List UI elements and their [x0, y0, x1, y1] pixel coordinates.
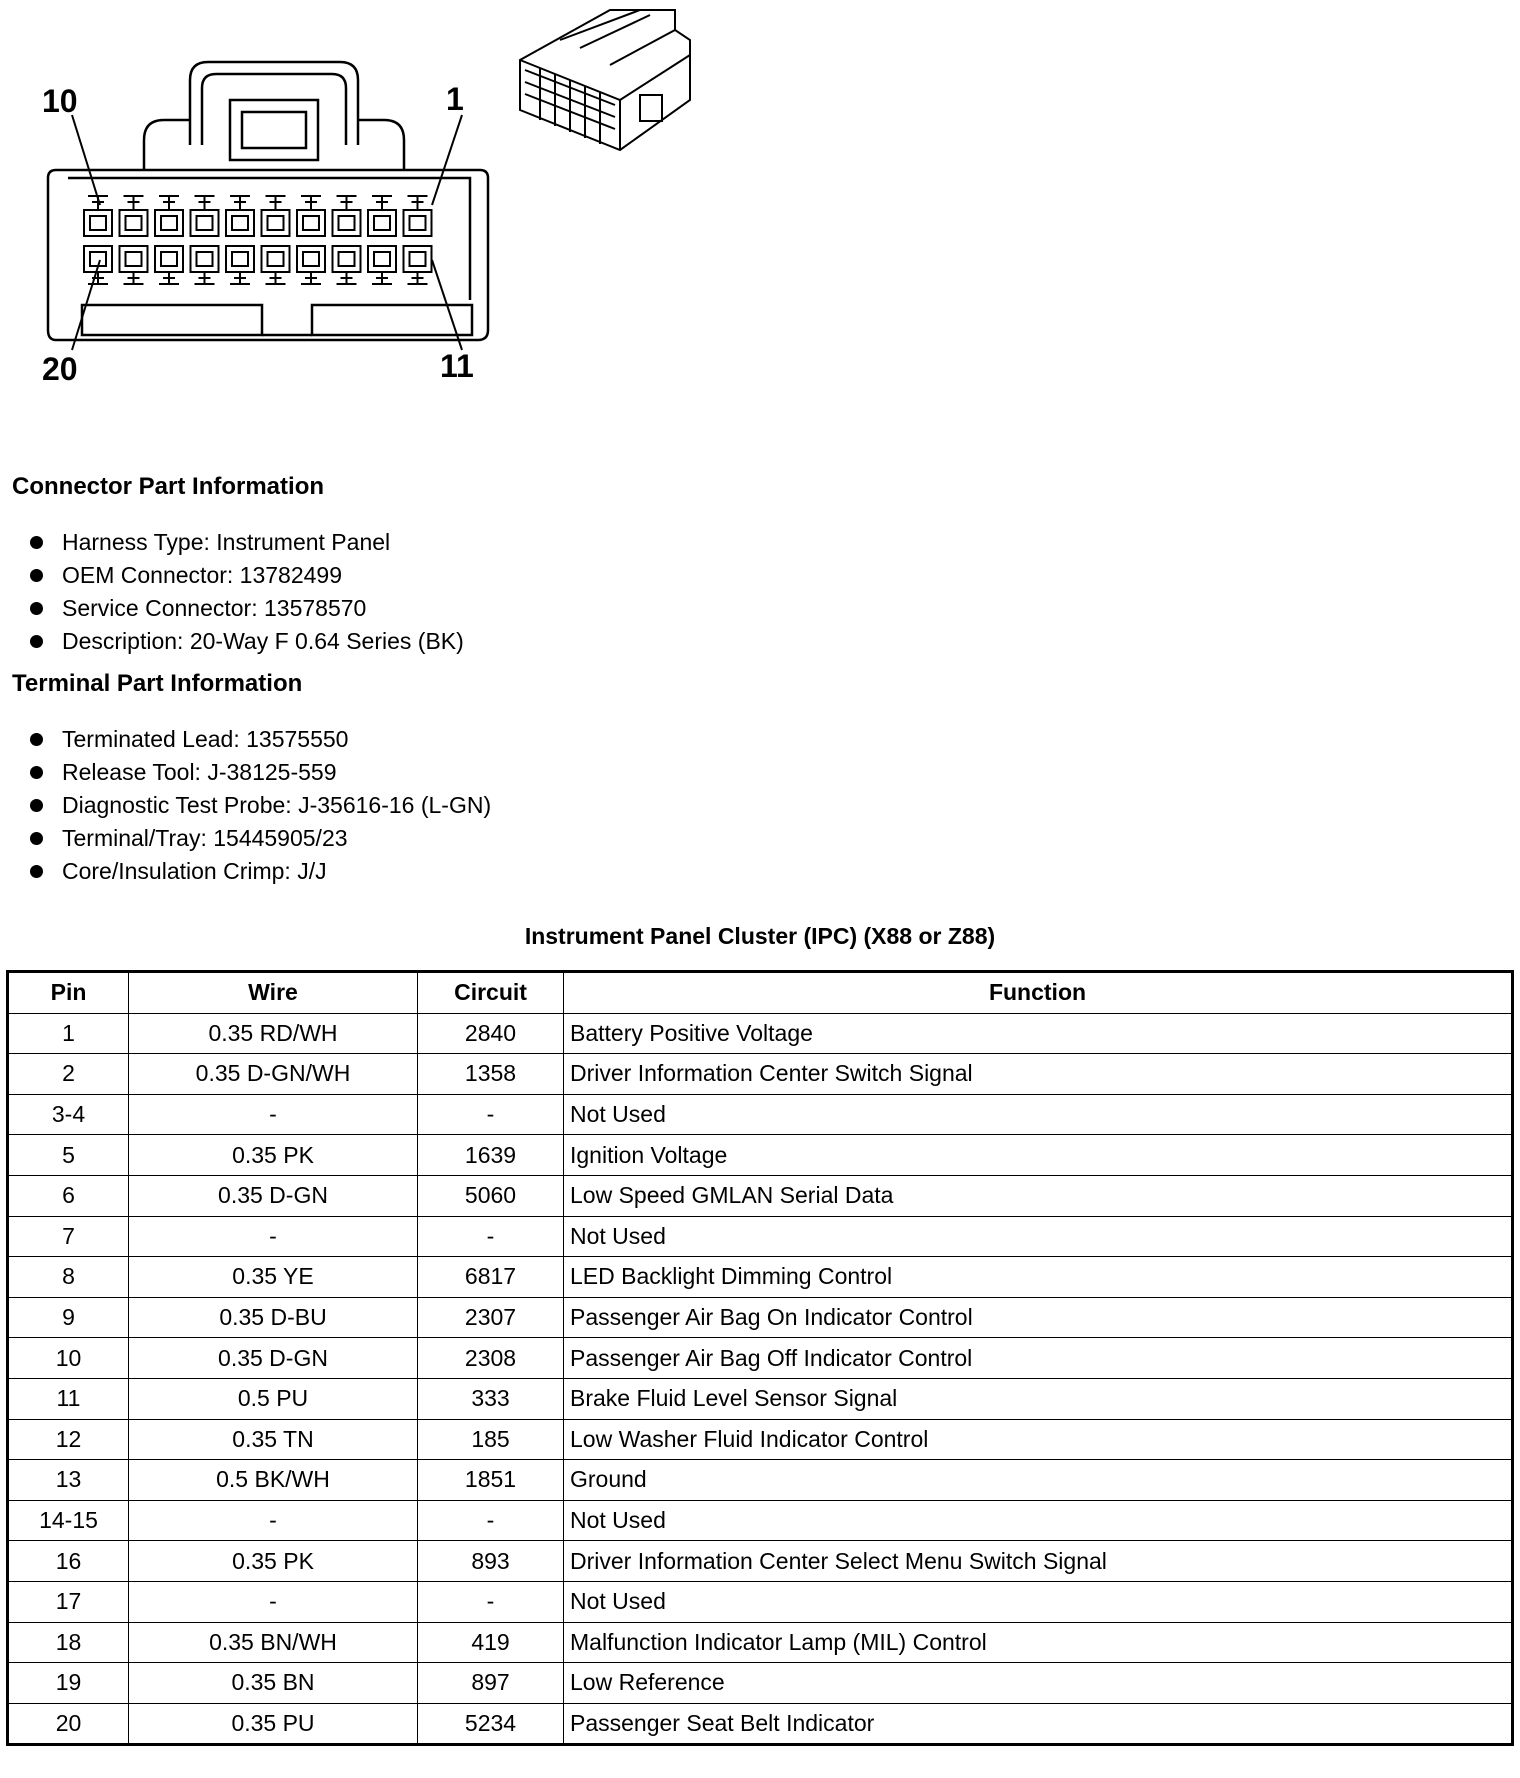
terminal-cavity [84, 210, 112, 236]
terminal-lock-tab [372, 196, 392, 210]
pin-table-header-row [8, 972, 1513, 1014]
pin-cell: 9 [8, 1297, 129, 1338]
terminal-cavity [404, 246, 432, 272]
terminal-cavity-inner [410, 216, 426, 230]
terminal-lock-tab [230, 196, 250, 210]
pin-table-title: Instrument Panel Cluster (IPC) (X88 or Z88) [524, 923, 996, 949]
table-row [8, 1500, 1513, 1541]
wire-cell: 0.35 TN [129, 1419, 418, 1460]
terminal-lock-tab [301, 272, 321, 284]
pin-label-1: 1 [446, 81, 464, 117]
table-row [8, 1378, 1513, 1419]
header-circuit: Circuit [418, 972, 564, 1014]
circuit-cell: 2840 [418, 1013, 564, 1054]
terminal-info-item: Terminal/Tray: 15445905/23 [28, 822, 491, 855]
terminal-lock-tab [337, 272, 357, 284]
terminal-cavity [368, 246, 396, 272]
table-row [8, 1013, 1513, 1054]
function-cell: Not Used [564, 1581, 1513, 1622]
wire-cell: 0.35 RD/WH [129, 1013, 418, 1054]
function-cell: Not Used [564, 1500, 1513, 1541]
pin-cell: 18 [8, 1622, 129, 1663]
terminal-cavity [120, 246, 148, 272]
terminal-lock-tab [124, 196, 144, 210]
terminal-lock-tab [266, 272, 286, 284]
connector-info-title: Connector Part Information [12, 473, 325, 500]
function-cell: Not Used [564, 1094, 1513, 1135]
pin-cell: 13 [8, 1460, 129, 1501]
terminal-lock-tab [159, 196, 179, 210]
terminal-cavity-inner [161, 216, 177, 230]
circuit-cell: 6817 [418, 1257, 564, 1298]
table-row [8, 1257, 1513, 1298]
function-cell: Low Washer Fluid Indicator Control [564, 1419, 1513, 1460]
terminal-cavity-inner [339, 252, 355, 266]
terminal-lock-tab [301, 196, 321, 210]
terminal-cavity [226, 210, 254, 236]
function-cell: Not Used [564, 1216, 1513, 1257]
pin-cell: 16 [8, 1541, 129, 1582]
terminal-lock-tab [408, 272, 428, 284]
function-cell: Driver Information Center Switch Signal [564, 1054, 1513, 1095]
wire-cell: 0.35 D-GN [129, 1175, 418, 1216]
connector-face-diagram [20, 0, 720, 400]
pin-table [6, 970, 1514, 1746]
wire-cell: - [129, 1216, 418, 1257]
circuit-cell: 5060 [418, 1175, 564, 1216]
circuit-cell: 333 [418, 1378, 564, 1419]
terminal-cavity-inner [303, 216, 319, 230]
function-cell: Ignition Voltage [564, 1135, 1513, 1176]
circuit-cell: - [418, 1094, 564, 1135]
terminal-lock-tab [124, 272, 144, 284]
circuit-cell: 893 [418, 1541, 564, 1582]
wire-cell: 0.5 BK/WH [129, 1460, 418, 1501]
terminal-lock-tab [337, 196, 357, 210]
pin-cell: 14-15 [8, 1500, 129, 1541]
terminal-cavity-inner [374, 252, 390, 266]
function-cell: Driver Information Center Select Menu Switch Signal [564, 1541, 1513, 1582]
wire-cell: 0.35 PK [129, 1135, 418, 1176]
terminal-lock-tab [230, 272, 250, 284]
terminal-cavity [368, 210, 396, 236]
header-function: Function [564, 972, 1513, 1014]
wire-cell: 0.35 YE [129, 1257, 418, 1298]
table-row [8, 1297, 1513, 1338]
connector-info-item: Service Connector: 13578570 [28, 592, 464, 625]
terminal-info-item: Release Tool: J-38125-559 [28, 756, 491, 789]
terminal-cavity [191, 210, 219, 236]
function-cell: Malfunction Indicator Lamp (MIL) Control [564, 1622, 1513, 1663]
function-cell: Ground [564, 1460, 1513, 1501]
pin-cell: 2 [8, 1054, 129, 1095]
wire-cell: 0.35 D-BU [129, 1297, 418, 1338]
terminal-cavity-inner [197, 252, 213, 266]
wire-cell: 0.35 BN [129, 1663, 418, 1704]
table-row [8, 1663, 1513, 1704]
terminal-cavity-inner [268, 252, 284, 266]
pin-cell: 5 [8, 1135, 129, 1176]
table-row [8, 1094, 1513, 1135]
pin-cell: 12 [8, 1419, 129, 1460]
function-cell: Brake Fluid Level Sensor Signal [564, 1378, 1513, 1419]
table-row [8, 1460, 1513, 1501]
terminal-cavity-inner [339, 216, 355, 230]
table-row [8, 1419, 1513, 1460]
wire-cell: 0.35 PK [129, 1541, 418, 1582]
circuit-cell: 897 [418, 1663, 564, 1704]
header-wire: Wire [129, 972, 418, 1014]
circuit-cell: 2308 [418, 1338, 564, 1379]
function-cell: Passenger Seat Belt Indicator [564, 1703, 1513, 1745]
pin-label-10: 10 [42, 83, 78, 119]
pin-cell: 6 [8, 1175, 129, 1216]
pin-cell: 17 [8, 1581, 129, 1622]
connector-info-item: Description: 20-Way F 0.64 Series (BK) [28, 625, 464, 658]
terminal-info-item: Core/Insulation Crimp: J/J [28, 855, 491, 888]
pin-cell: 10 [8, 1338, 129, 1379]
terminal-cavity [191, 246, 219, 272]
circuit-cell: 2307 [418, 1297, 564, 1338]
header-pin: Pin [8, 972, 129, 1014]
wire-cell: 0.35 D-GN [129, 1338, 418, 1379]
pin-cell: 11 [8, 1378, 129, 1419]
wire-cell: - [129, 1094, 418, 1135]
pin-label-11: 11 [440, 348, 474, 384]
pin-label-20: 20 [42, 351, 78, 387]
terminal-cavity-inner [126, 216, 142, 230]
terminal-cavity-inner [197, 216, 213, 230]
function-cell: Low Reference [564, 1663, 1513, 1704]
terminal-cavity-inner [303, 252, 319, 266]
terminal-cavity-inner [374, 216, 390, 230]
function-cell: Low Speed GMLAN Serial Data [564, 1175, 1513, 1216]
terminal-lock-tab [195, 196, 215, 210]
terminal-cavity [155, 210, 183, 236]
terminal-cavity-inner [90, 216, 106, 230]
pin-cell: 19 [8, 1663, 129, 1704]
terminal-cavity [155, 246, 183, 272]
connector-info-list [28, 526, 464, 658]
table-row [8, 1175, 1513, 1216]
pin-cell: 1 [8, 1013, 129, 1054]
table-row [8, 1216, 1513, 1257]
function-cell: Battery Positive Voltage [564, 1013, 1513, 1054]
terminal-lock-tab [408, 196, 428, 210]
terminal-info-item: Diagnostic Test Probe: J-35616-16 (L-GN) [28, 789, 491, 822]
wire-cell: 0.35 D-GN/WH [129, 1054, 418, 1095]
table-row [8, 1703, 1513, 1745]
terminal-cavity [333, 210, 361, 236]
terminal-lock-tab [266, 196, 286, 210]
wire-cell: - [129, 1500, 418, 1541]
pin-cell: 8 [8, 1257, 129, 1298]
wire-cell: 0.35 PU [129, 1703, 418, 1745]
wire-cell: 0.35 BN/WH [129, 1622, 418, 1663]
table-row [8, 1541, 1513, 1582]
terminal-lock-tab [88, 272, 108, 284]
terminal-lock-tab [159, 272, 179, 284]
terminal-cavity [297, 246, 325, 272]
circuit-cell: 185 [418, 1419, 564, 1460]
terminal-lock-tab [195, 272, 215, 284]
terminal-cavity-inner [126, 252, 142, 266]
terminal-info-item: Terminated Lead: 13575550 [28, 723, 491, 756]
pin-cell: 7 [8, 1216, 129, 1257]
circuit-cell: - [418, 1500, 564, 1541]
connector-info-item: Harness Type: Instrument Panel [28, 526, 464, 559]
function-cell: Passenger Air Bag On Indicator Control [564, 1297, 1513, 1338]
function-cell: LED Backlight Dimming Control [564, 1257, 1513, 1298]
terminal-info-list [28, 723, 491, 888]
terminal-cavity [262, 210, 290, 236]
table-row [8, 1338, 1513, 1379]
terminal-lock-tab [372, 272, 392, 284]
circuit-cell: - [418, 1216, 564, 1257]
circuit-cell: 5234 [418, 1703, 564, 1745]
connector-info-item: OEM Connector: 13782499 [28, 559, 464, 592]
wire-cell: - [129, 1581, 418, 1622]
terminal-info-title: Terminal Part Information [12, 670, 303, 697]
circuit-cell: 419 [418, 1622, 564, 1663]
wire-cell: 0.5 PU [129, 1378, 418, 1419]
pin-cell: 3-4 [8, 1094, 129, 1135]
circuit-cell: - [418, 1581, 564, 1622]
terminal-cavity [262, 246, 290, 272]
terminal-cavity-inner [268, 216, 284, 230]
terminal-cavity [226, 246, 254, 272]
terminal-cavity-inner [410, 252, 426, 266]
terminal-cavity [297, 210, 325, 236]
circuit-cell: 1851 [418, 1460, 564, 1501]
terminal-cavity-inner [161, 252, 177, 266]
table-row [8, 1581, 1513, 1622]
terminal-cavity [120, 210, 148, 236]
terminal-cavity [404, 210, 432, 236]
table-row [8, 1135, 1513, 1176]
terminal-cavity-inner [232, 216, 248, 230]
terminal-cavity [333, 246, 361, 272]
terminal-cavity-inner [232, 252, 248, 266]
circuit-cell: 1639 [418, 1135, 564, 1176]
function-cell: Passenger Air Bag Off Indicator Control [564, 1338, 1513, 1379]
table-row [8, 1054, 1513, 1095]
circuit-cell: 1358 [418, 1054, 564, 1095]
table-row [8, 1622, 1513, 1663]
pin-cell: 20 [8, 1703, 129, 1745]
